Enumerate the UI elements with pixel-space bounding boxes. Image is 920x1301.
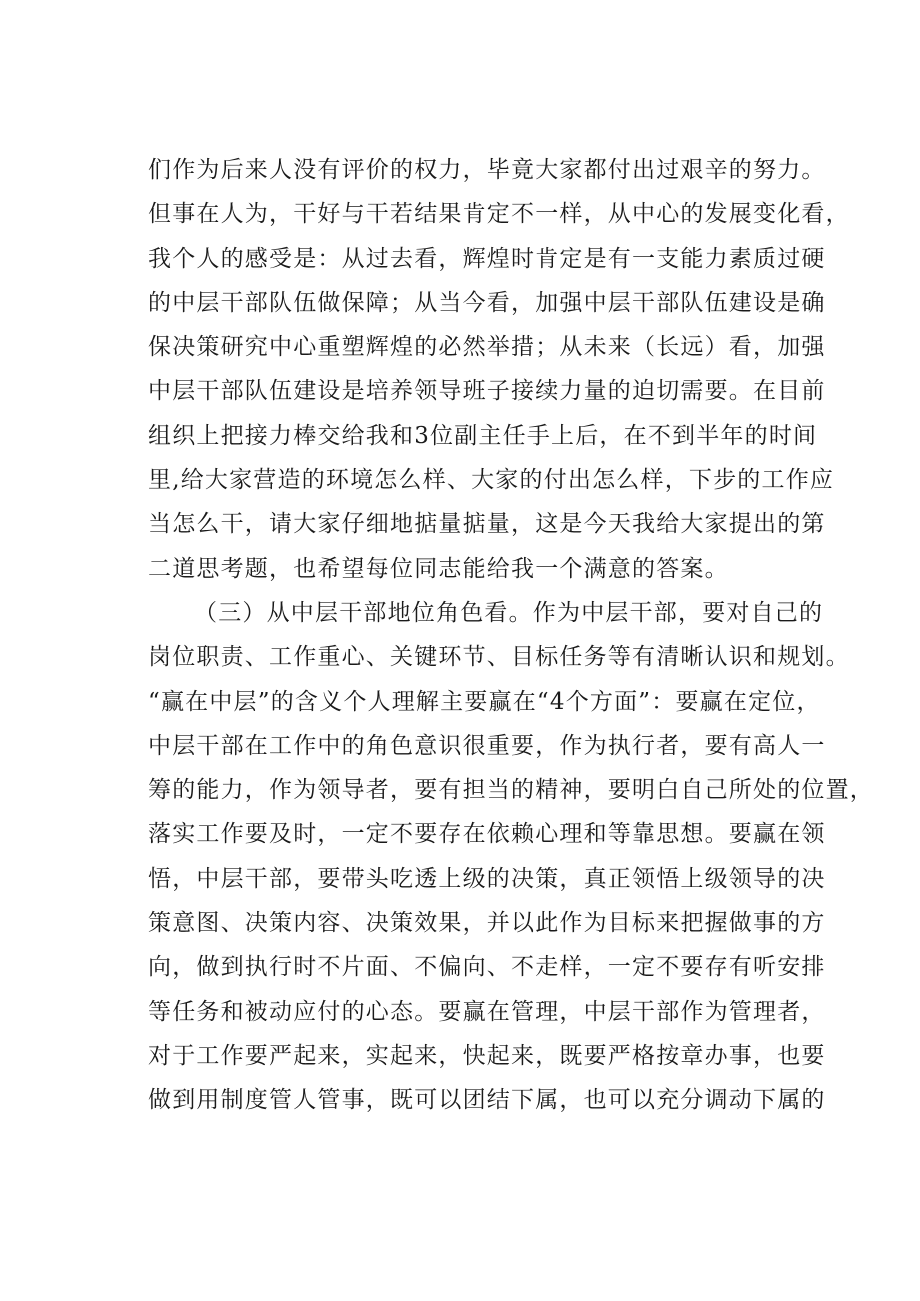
text-line: 我个人的感受是：从过去看，辉煌时肯定是有一支能力素质过硬 [148, 245, 826, 272]
text-line: 当怎么干，请大家仔细地掂量掂量，这是今天我给大家提出的第 [148, 511, 826, 538]
text-line: 对于工作要严起来，实起来，快起来，既要严格按章办事，也要 [148, 1042, 826, 1069]
text-line: 等任务和被动应付的心态。要赢在管理，中层干部作为管理者， [148, 998, 826, 1025]
text-line: 们作为后来人没有评价的权力，毕竟大家都付出过艰辛的努力。 [148, 157, 826, 183]
text-line: 但事在人为，干好与干若结果肯定不一样，从中心的发展变化看， [148, 201, 850, 228]
text-line: 做到用制度管人管事，既可以团结下属，也可以充分调动下属的 [148, 1087, 826, 1114]
section-heading-line: （三）从中层干部地位角色看。作为中层干部，要对自己的 [194, 599, 824, 626]
text-line: 中层干部队伍建设是培养领导班子接续力量的迫切需要。在目前 [148, 378, 826, 405]
text-line: 里,给大家营造的环境怎么样、大家的付出怎么样，下步的工作应 [148, 467, 835, 494]
text-line: 落实工作要及时，一定不要存在依赖心理和等靠思想。要赢在领 [148, 821, 826, 848]
text-line: 保决策研究中心重塑辉煌的必然举措；从未来（长远）看，加强 [148, 334, 826, 361]
text-line: 二道思考题，也希望每位同志能给我一个满意的答案。 [148, 555, 729, 582]
text-line: 悟，中层干部，要带头吃透上级的决策，真正领悟上级领导的决 [148, 865, 826, 892]
text-line: 的中层干部队伍做保障；从当今看，加强中层干部队伍建设是确 [148, 289, 826, 316]
text-line: 策意图、决策内容、决策效果，并以此作为目标来把握做事的方 [148, 910, 826, 937]
text-line: 中层干部在工作中的角色意识很重要，作为执行者，要有高人一 [148, 732, 826, 759]
text-line: 组织上把接力棒交给我和3位副主任手上后，在不到半年的时间 [148, 422, 818, 449]
text-line: “赢在中层”的含义个人理解主要赢在“4个方面”：要赢在定位， [148, 688, 821, 715]
text-line: 向，做到执行时不片面、不偏向、不走样，一定不要存有听安排 [148, 954, 826, 981]
body-text [148, 148, 874, 1123]
text-line: 岗位职责、工作重心、关键环节、目标任务等有清晰认识和规划。 [148, 644, 850, 671]
text-line: 筹的能力，作为领导者，要有担当的精神，要明白自己所处的位置， [148, 777, 874, 804]
